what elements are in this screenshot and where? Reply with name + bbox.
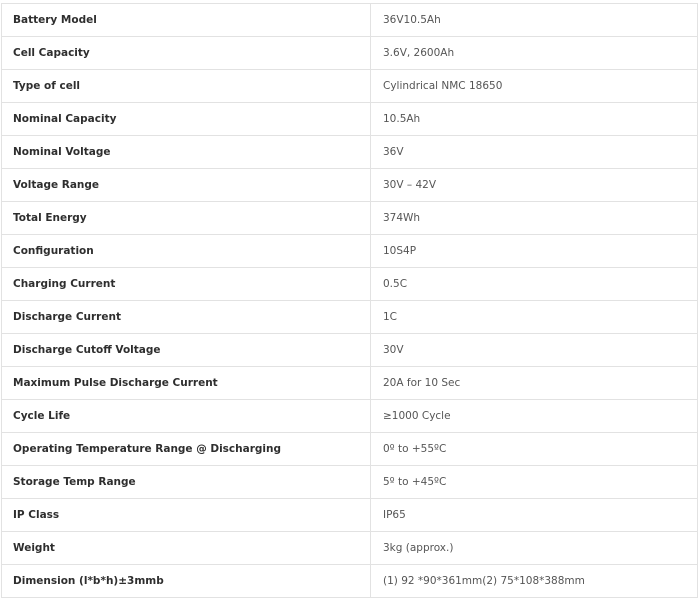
spec-row [2,532,698,565]
spec-value: 1C [371,301,698,334]
spec-row [2,400,698,433]
spec-row [2,202,698,235]
spec-label: Discharge Current [2,301,371,334]
spec-label: Voltage Range [2,169,371,202]
spec-value: 5º to +45ºC [371,466,698,499]
spec-value: 30V – 42V [371,169,698,202]
spec-label: Operating Temperature Range @ Discharging [2,433,371,466]
spec-value: 10.5Ah [371,103,698,136]
spec-row [2,37,698,70]
spec-label: Cell Capacity [2,37,371,70]
spec-label: Type of cell [2,70,371,103]
battery-spec-table [1,3,698,598]
spec-label: Discharge Cutoff Voltage [2,334,371,367]
spec-label: Configuration [2,235,371,268]
spec-value: 36V [371,136,698,169]
spec-value: 20A for 10 Sec [371,367,698,400]
spec-table-body [2,4,698,598]
spec-label: IP Class [2,499,371,532]
spec-value: 0.5C [371,268,698,301]
spec-row [2,334,698,367]
spec-label: Storage Temp Range [2,466,371,499]
spec-row [2,70,698,103]
spec-row [2,169,698,202]
spec-label: Maximum Pulse Discharge Current [2,367,371,400]
spec-label: Battery Model [2,4,371,37]
spec-label: Nominal Voltage [2,136,371,169]
spec-row [2,499,698,532]
spec-value: 374Wh [371,202,698,235]
spec-value: Cylindrical NMC 18650 [371,70,698,103]
spec-label: Cycle Life [2,400,371,433]
spec-value: 10S4P [371,235,698,268]
spec-label: Nominal Capacity [2,103,371,136]
spec-value: 36V10.5Ah [371,4,698,37]
spec-row [2,367,698,400]
spec-row [2,433,698,466]
spec-value: 0º to +55ºC [371,433,698,466]
spec-row [2,103,698,136]
spec-value: IP65 [371,499,698,532]
spec-label: Total Energy [2,202,371,235]
spec-label: Charging Current [2,268,371,301]
spec-row [2,565,698,598]
spec-row [2,268,698,301]
spec-value: 30V [371,334,698,367]
spec-value: 3kg (approx.) [371,532,698,565]
spec-value: ≥1000 Cycle [371,400,698,433]
spec-row [2,301,698,334]
spec-label: Weight [2,532,371,565]
spec-row [2,4,698,37]
spec-label: Dimension (l*b*h)±3mmb [2,565,371,598]
spec-row [2,235,698,268]
spec-value: 3.6V, 2600Ah [371,37,698,70]
spec-row [2,136,698,169]
spec-row [2,466,698,499]
spec-value: (1) 92 *90*361mm(2) 75*108*388mm [371,565,698,598]
